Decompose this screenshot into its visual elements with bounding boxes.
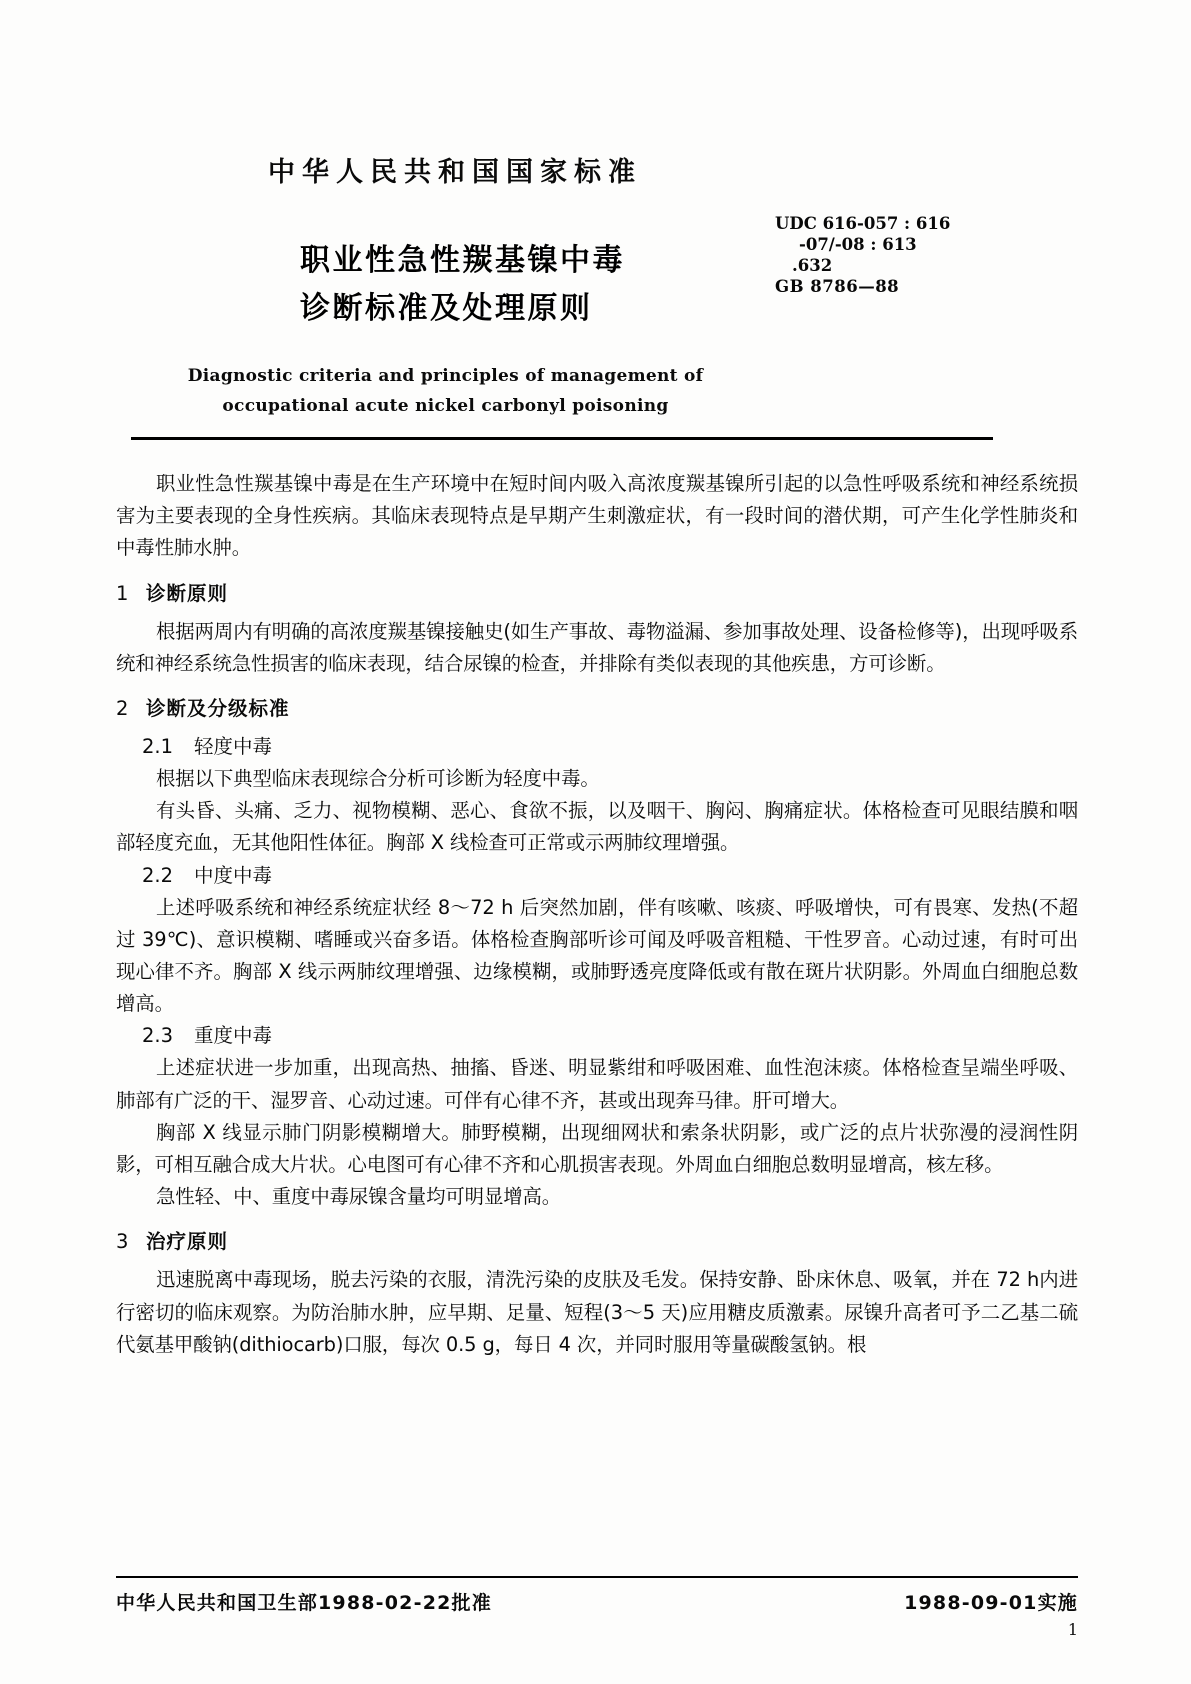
subsection-2-1-number: 2.1 bbox=[142, 735, 174, 759]
page-number: 1 bbox=[1067, 1620, 1078, 1639]
page-footer bbox=[116, 1588, 1078, 1615]
section-1-title: 诊断原则 bbox=[146, 581, 229, 605]
section-2-heading bbox=[116, 693, 1078, 725]
subsection-2-1-paragraph-1: 根据以下典型临床表现综合分析可诊断为轻度中毒。 bbox=[156, 767, 600, 791]
section-3-paragraph: 迅速脱离中毒现场，脱去污染的衣服，清洗污染的皮肤及毛发。保持安静、卧床休息、吸氧，并在 72 h内进行密切的临床观察。为防治肺水肿，应早期、足量、短程(3～5 天)应用糖皮质激素。尿镍升高者可予二乙基二硫代氨基甲酸钠(dithiocarb)口服，每次 0.5 g，每日 4 次，并同时服用等量碳酸氢钠。根 bbox=[116, 1268, 1078, 1356]
subsection-2-1-paragraph-2: 有头昏、头痛、乏力、视物模糊、恶心、食欲不振，以及咽干、胸闷、胸痛症状。体格检查可见眼结膜和咽部轻度充血，无其他阳性体征。胸部 X 线检查可正常或示两肺纹理增强。 bbox=[116, 799, 1078, 855]
subsection-2-2-number: 2.2 bbox=[142, 863, 174, 887]
intro-paragraph: 职业性急性羰基镍中毒是在生产环境中在短时间内吸入高浓度羰基镍所引起的以急性呼吸系统和神经系统损害为主要表现的全身性疾病。其临床表现特点是早期产生刺激症状，有一段时间的潜伏期，可产生化学性肺炎和中毒性肺水肿。 bbox=[116, 472, 1078, 560]
udc-line-1: UDC 616-057 : 616 bbox=[775, 214, 951, 233]
section-2-title: 诊断及分级标准 bbox=[146, 697, 290, 721]
udc-classification-block bbox=[775, 213, 1105, 297]
standard-number: GB 8786—88 bbox=[775, 277, 900, 296]
national-standard-heading: 中华人民共和国国家标准 bbox=[268, 157, 642, 188]
subsection-2-1-heading bbox=[116, 731, 1078, 763]
subsection-2-2-paragraph-1: 上述呼吸系统和神经系统症状经 8～72 h 后突然加剧，伴有咳嗽、咳痰、呼吸增快，可有畏寒、发热(不超过 39℃)、意识模糊、嗜睡或兴奋多语。体格检查胸部听诊可闻及呼吸音粗糙、干性罗音。心动过速，有时可出现心律不齐。胸部 X 线示两肺纹理增强、边缘模糊，或肺野透亮度降低或有散在斑片状阴影。外周血白细胞总数增高。 bbox=[116, 895, 1078, 1016]
subsection-2-2-heading bbox=[116, 860, 1078, 892]
title-line-2: 诊断标准及处理原则 bbox=[300, 291, 593, 326]
cover-header bbox=[0, 150, 1191, 421]
subsection-2-3-paragraph-3: 急性轻、中、重度中毒尿镍含量均可明显增高。 bbox=[156, 1185, 562, 1209]
section-2-number: 2 bbox=[116, 697, 129, 721]
approval-statement: 中华人民共和国卫生部1988-02-22批准 bbox=[116, 1592, 492, 1614]
title-line-1: 职业性急性羰基镍中毒 bbox=[300, 243, 625, 278]
footer-divider-rule bbox=[116, 1576, 1078, 1578]
udc-line-2: -07/-08 : 613 bbox=[799, 235, 917, 254]
subsection-2-3-number: 2.3 bbox=[142, 1024, 174, 1048]
subtitle-line-2: occupational acute nickel carbonyl poisoning bbox=[222, 396, 669, 416]
subsection-2-3-title: 重度中毒 bbox=[194, 1024, 273, 1048]
document-body bbox=[116, 468, 1078, 1361]
section-3-number: 3 bbox=[116, 1230, 129, 1254]
section-1-heading bbox=[116, 578, 1078, 610]
subtitle-line-1: Diagnostic criteria and principles of management of bbox=[187, 366, 704, 386]
subsection-2-3-paragraph-2: 胸部 X 线显示肺门阴影模糊增大。肺野模糊，出现细网状和索条状阴影，或广泛的点片状弥漫的浸润性阴影，可相互融合成大片状。心电图可有心律不齐和心肌损害表现。外周血白细胞总数明显增高，核左移。 bbox=[116, 1120, 1078, 1177]
section-1-paragraph: 根据两周内有明确的高浓度羰基镍接触史(如生产事故、毒物溢漏、参加事故处理、设备检修等)，出现呼吸系统和神经系统急性损害的临床表现，结合尿镍的检查，并排除有类似表现的其他疾患，方可诊断。 bbox=[116, 619, 1078, 675]
section-1-number: 1 bbox=[116, 581, 129, 605]
section-3-title: 治疗原则 bbox=[146, 1230, 229, 1254]
subsection-2-3-paragraph-1: 上述症状进一步加重，出现高热、抽搐、昏迷、明显紫绀和呼吸困难、血性泡沫痰。体格检查呈端坐呼吸、肺部有广泛的干、湿罗音、心动过速。可伴有心律不齐，甚或出现奔马律。肝可增大。 bbox=[116, 1056, 1078, 1112]
udc-line-3: .632 bbox=[792, 256, 833, 275]
subsection-2-2-title: 中度中毒 bbox=[194, 863, 273, 887]
document-subtitle-english bbox=[0, 361, 1191, 421]
implementation-date: 1988-09-01实施 bbox=[904, 1592, 1078, 1614]
section-3-heading bbox=[116, 1226, 1078, 1258]
subsection-2-1-title: 轻度中毒 bbox=[194, 735, 273, 759]
header-divider-rule bbox=[131, 437, 993, 440]
subsection-2-3-heading bbox=[116, 1020, 1078, 1052]
